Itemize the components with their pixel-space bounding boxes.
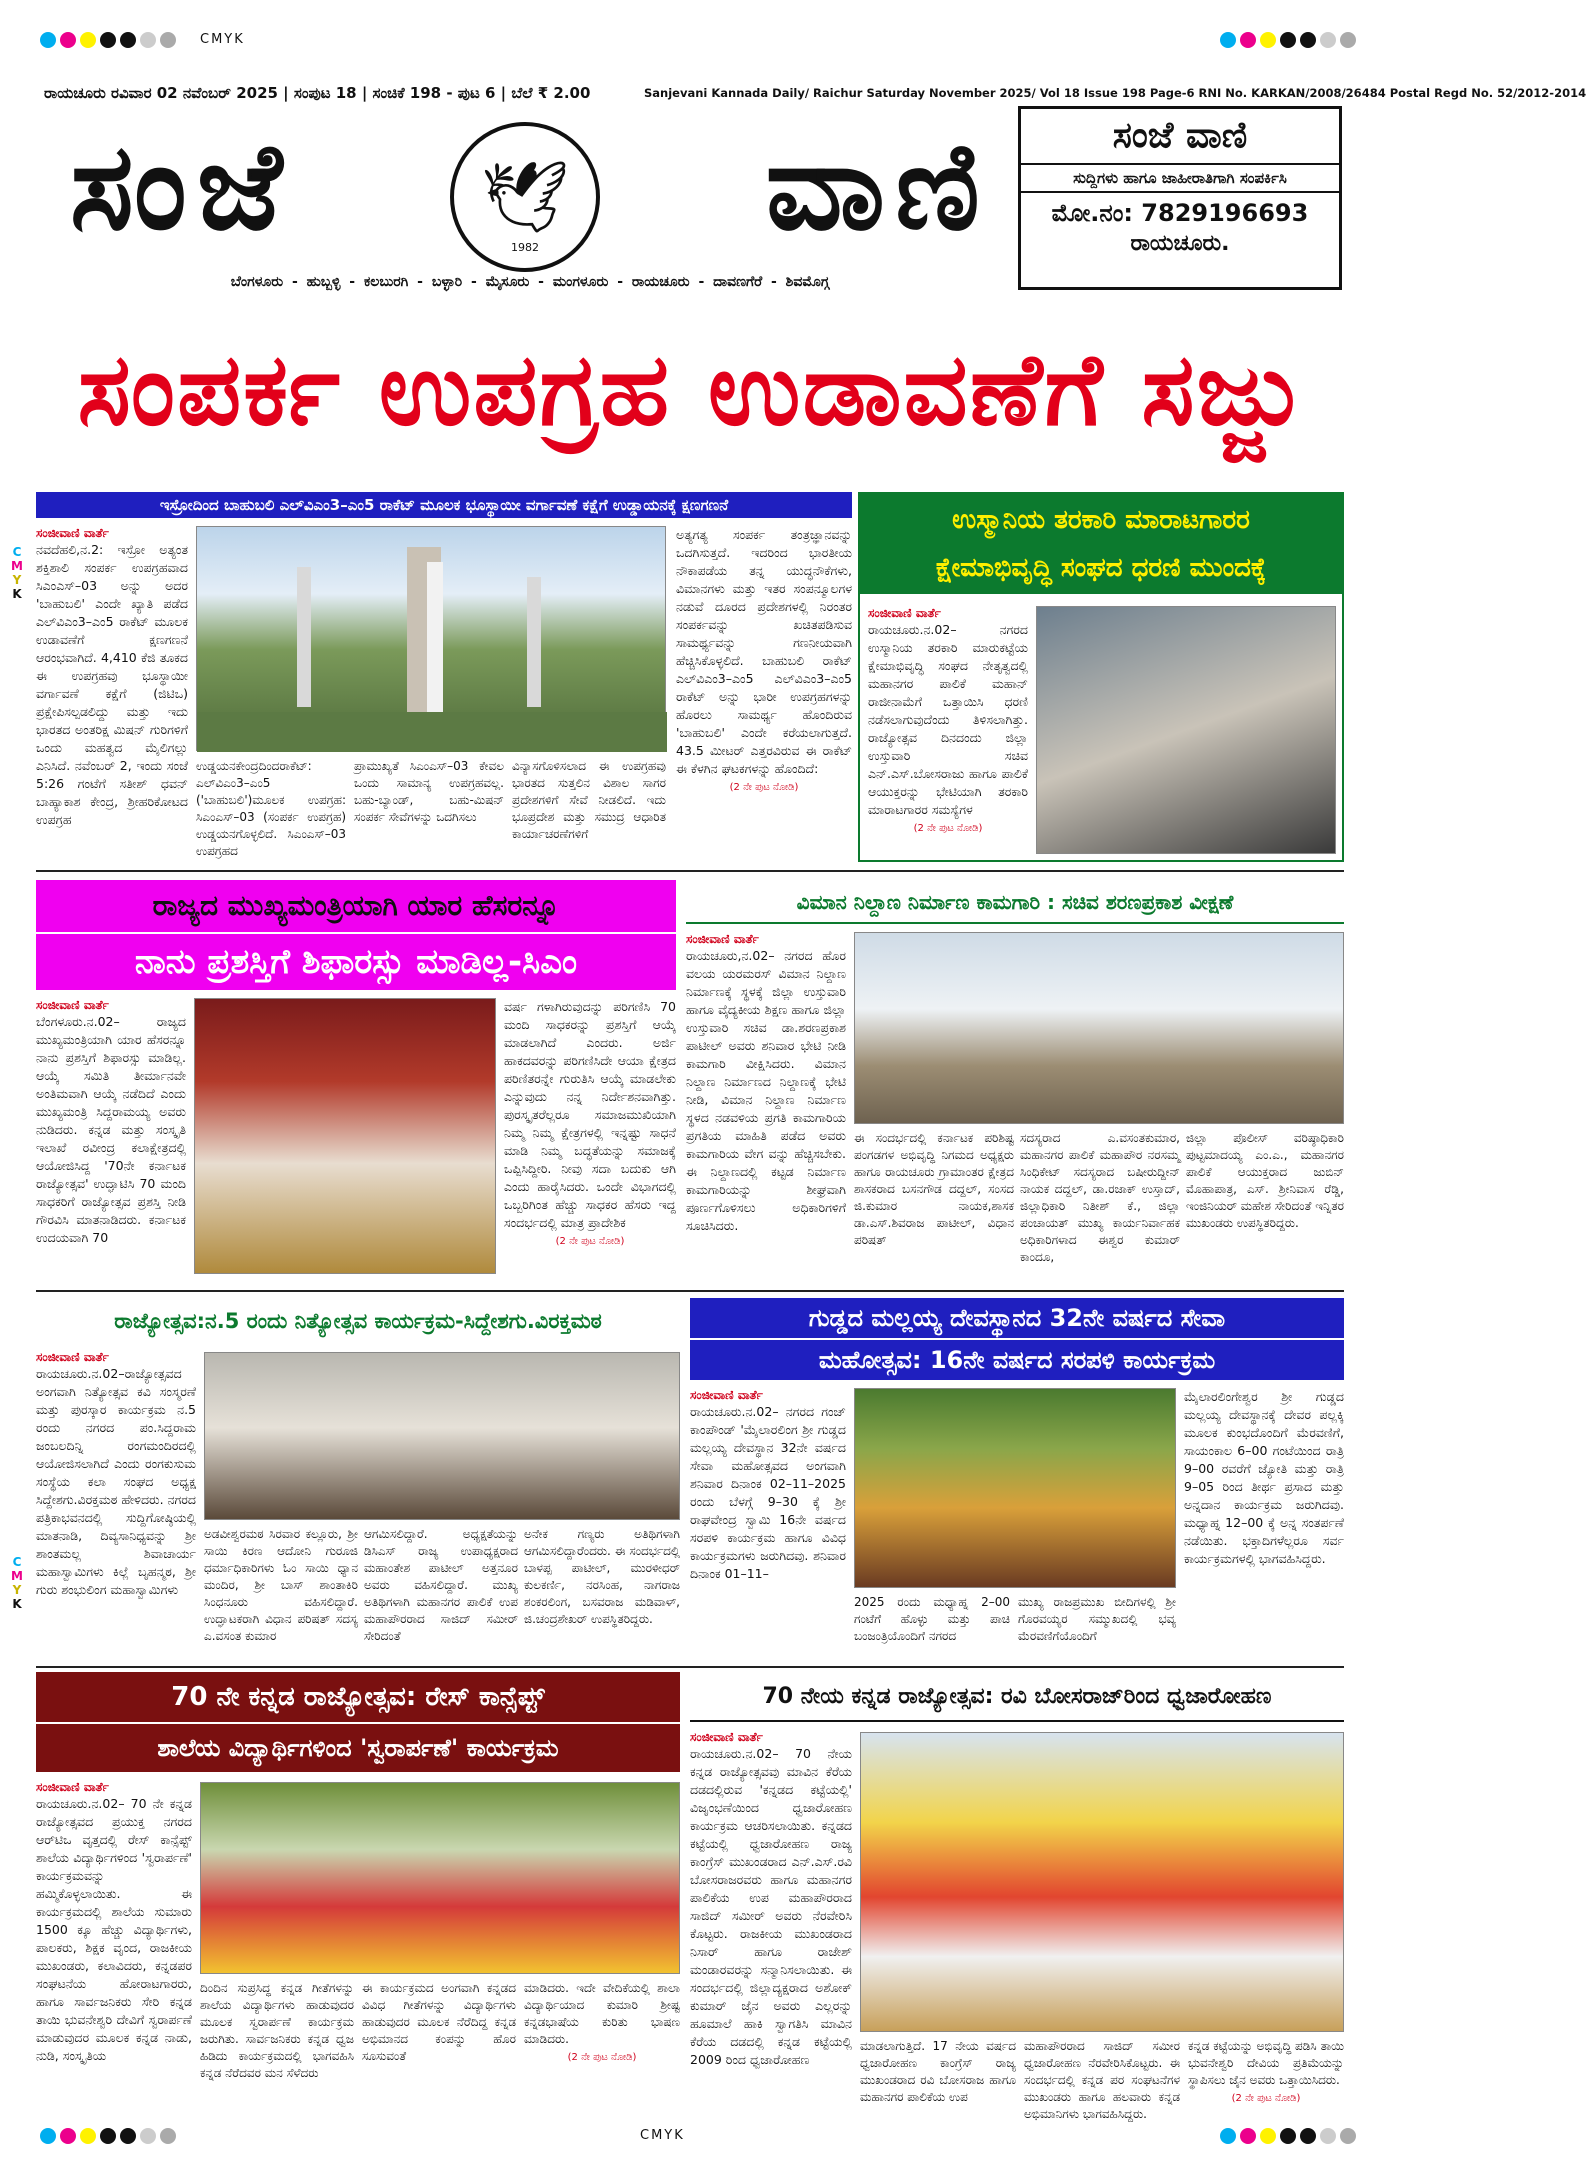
airport-photo	[854, 932, 1344, 1124]
story-flag-col1: ರಾಯಚೂರು.ನ.02– 70 ನೇಯ ಕನ್ನಡ ರಾಜ್ಯೋತ್ಸವವು ಮಾವಿನ ಕೆರೆಯ ದಡದಲ್ಲಿರುವ 'ಕನ್ನಡದ ಕಟ್ಟೆಯಲ್ಲಿ' ವಿಜೃಂಭಣೆಯಿಂದ ಧ್ವಜಾರೋಹಣ ಕಾರ್ಯಕ್ರಮ ಆಚರಿಸಲಾಯಿತು. ಕನ್ನಡದ ಕಟ್ಟೆಯಲ್ಲಿ ಧ್ವಜಾರೋಹಣ ರಾಜ್ಯ ಕಾಂಗ್ರೆಸ್ ಮುಖಂಡರಾದ ಎನ್.ಎಸ್.ರವಿ ಬೋಸರಾಜರವರು ಹಾಗೂ ಮಹಾನಗರ ಪಾಲಿಕೆಯ ಉಪ ಮಹಾಪೌರರಾದ ಸಾಜಿದ್ ಸಮೀರ್ ಅವರು ನೆರವೇರಿಸಿ ಕೊಟ್ಟರು. ರಾಜಕೀಯ ಮುಖಂಡರಾದ ನಿಸಾರ್ ಹಾಗೂ ರಾಜೇಶ್ ಮಂಡಾರವರನ್ನು ಸನ್ಮಾನಿಸಲಾಯಿತು. ಈ ಸಂದರ್ಭದಲ್ಲಿ ಜಿಲ್ಲಾದ್ಯಕ್ಷರಾದ ಅಶೋಕ್ ಕುಮಾರ್ ಜೈನ ಅವರು ಎಲ್ಲರನ್ನು ಹೂಮಾಲೆ ಹಾಕಿ ಸ್ವಾಗತಿಸಿ ಮಾವಿನ ಕೆರೆಯ ದಡದಲ್ಲಿ ಕನ್ನಡ ಕಟ್ಟೆಯಲ್ಲಿ 2009 ರಿಂದ ಧ್ವಜಾರೋಹಣ	[690, 1746, 852, 2067]
temple-caption-1: 2025 ರಂದು ಮಧ್ಯಾಹ್ನ 2–00 ಗಂಟೆಗೆ ಹೊಳ್ಳು ಮತ್ತು ಪಾಚಿ ಬಂಜಂತ್ರಿಯೊಂದಿಗೆ ನಗರದ	[854, 1595, 1010, 1643]
vendors-photo	[1036, 606, 1336, 854]
masthead	[70, 112, 990, 262]
story-temple-col3: ಮೈಲಾರಲಿಂಗೇಶ್ವರ ಶ್ರೀ ಗುಡ್ಡದ ಮಲ್ಲಯ್ಯ ದೇವಸ್ಥಾನಕ್ಕೆ ದೇವರ ಪಲ್ಲಕ್ಕಿ ಮೂಲಕ ಕುಂಭದೊಂದಿಗೆ ಮೆರವಣಿಗೆ, ಸಾಯಂಕಾಲ 6–00 ಗಂಟೆಯಿಂದ ರಾತ್ರಿ 9–00 ರವರೆಗೆ ಜ್ಯೋತಿ ಮತ್ತು ರಾತ್ರಿ 9–05 ರಿಂದ ತೀರ್ಥ ಪ್ರಸಾದ ಮತ್ತು ಅನ್ನದಾನ ಕಾರ್ಯಕ್ರಮ ಜರುಗಿದವು. ಮಧ್ಯಾಹ್ನ 12–00 ಕ್ಕೆ ಅನ್ನ ಸಂತರ್ಪಣೆ ನಡೆಯಿತು. ಭಕ್ತಾದಿಗಳೆಲ್ಲರೂ ಸರ್ವ ಕಾರ್ಯಕ್ರಮಗಳಲ್ಲಿ ಭಾಗವಹಿಸಿದ್ದರು.	[1184, 1389, 1344, 1566]
byline: ಸಂಜೀವಾಣಿ ವಾರ್ತೆ	[690, 1730, 763, 1744]
story-rajyotsava	[36, 1298, 680, 1660]
airport-caption-3: ಜಿಲ್ಲಾ ಪೊಲೀಸ್ ವರಿಷ್ಠಾಧಿಕಾರಿ ಪುಟ್ಟಮಾದಯ್ಯ ಎಂ.ಎ., ಮಹಾನಗರ ಪಾಲಿಕೆ ಆಯುಕ್ತರಾದ ಜುಬಿನ್ ಮೊಹಾಪಾತ್ರ, ಎಸ್. ಶ್ರೀನಿವಾಸ ರೆಡ್ಡಿ, ಇಂಜಿನಿಯರ್ ಮಹೇಶ ಸೇರಿದಂತೆ ಇನ್ನಿತರ ಮುಖಂಡರು ಉಪಸ್ಥಿತರಿದ್ದರು.	[1186, 1131, 1344, 1230]
registration-dots-bottom-left	[40, 2128, 176, 2144]
masthead-right: ವಾಣಿ	[765, 116, 990, 257]
continued-note: (2 ನೇ ಪುಟ ನೋಡಿ)	[555, 1236, 625, 1247]
story-temple	[690, 1298, 1344, 1660]
byline: ಸಂಜೀವಾಣಿ ವಾರ್ತೆ	[686, 932, 759, 946]
temple-headline-line2: ಮಹೋತ್ಸವ: 16ನೇ ವರ್ಷದ ಸರಪಳಿ ಕಾರ್ಯಕ್ರಮ	[690, 1340, 1344, 1380]
story-isro	[36, 492, 852, 862]
contact-ad-box	[1018, 106, 1342, 290]
story-vendors	[858, 492, 1344, 862]
cmyk-label-top: CMYK	[200, 32, 245, 47]
ad-title: ಸಂಜೆ ವಾಣಿ	[1112, 115, 1248, 156]
airport-caption-2: ಸದಸ್ಯರಾದ ಎ.ವಸಂತಕುಮಾರ, ಮಹಾನಗರ ಪಾಲಿಕೆ ಮಹಾಪೌರ ನರಸಮ್ಮ ಸಿಂಧಿಕೇಟ್ ಸದಸ್ಯರಾದ ಬಷೀರುದ್ದೀನ್ ನಾಯಕ ದದ್ದಲ್, ಡಾ.ರಜಾಕ್ ಉಸ್ತಾದ್, ಜಿಲ್ಲಾಧಿಕಾರಿ ನಿತೀಶ್ ಕೆ., ಜಿಲ್ಲಾ ಪಂಚಾಯತ್ ಮುಖ್ಯ ಕಾರ್ಯನಿರ್ವಾಹಕ ಅಧಿಕಾರಿಗಳಾದ ಈಶ್ವರ ಕುಮಾರ್ ಕಾಂದೂ,	[1020, 1131, 1180, 1264]
dateline: ರಾಯಚೂರು ರವಿವಾರ 02 ನವೆಂಬರ್ 2025 | ಸಂಪುಟ 18 | ಸಂಚಿಕೆ 198 - ಪುಟ 6 | ಬೆಲೆ ₹ 2.00	[44, 84, 591, 102]
flag-caption-2: ಮಹಾಪೌರರಾದ ಸಾಜಿದ್ ಸಮೀರ ಧ್ವಜಾರೋಹಣ ನೆರವೇರಿಸಿಕೊಟ್ಟರು. ಈ ಸಂದರ್ಭದಲ್ಲಿ ಕನ್ನಡ ಪರ ಸಂಘಟನೆಗಳ ಮುಖಂಡರು ಹಾಗೂ ಹಲವಾರು ಕನ್ನಡ ಅಭಿಮಾನಿಗಳು ಭಾಗವಹಿಸಿದ್ದರು.	[1024, 2039, 1180, 2121]
byline: ಸಂಜೀವಾಣಿ ವಾರ್ತೆ	[690, 1388, 763, 1402]
byline: ಸಂಜೀವಾಣಿ ವಾರ್ತೆ	[868, 606, 941, 620]
cm-award-photo	[194, 998, 496, 1274]
side-cmyk-mark-top: C M Y K	[11, 545, 23, 601]
main-headline: ಸಂಪರ್ಕ ಉಪಗ್ರಹ ಉಡಾವಣೆಗೆ ಸಜ್ಜು	[77, 331, 1305, 448]
flag-headline: 70 ನೇಯ ಕನ್ನಡ ರಾಜ್ಯೋತ್ಸವ: ರವಿ ಬೋಸರಾಜ್‌ರಿಂದ ಧ್ವಜಾರೋಹಣ	[690, 1672, 1344, 1722]
ad-line: ಸುದ್ದಿಗಳು ಹಾಗೂ ಜಾಹೀರಾತಿಗಾಗಿ ಸಂಪರ್ಕಿಸಿ	[1021, 163, 1339, 193]
temple-photo	[854, 1388, 1176, 1588]
isro-caption-2: ಪ್ರಾಮುಖ್ಯತೆ ಸಿಎಂಎಸ್–03 ಕೇವಲ ಒಂದು ಸಾಮಾನ್ಯ ಉಪಗ್ರಹವಲ್ಲ. ಬಹು-ಬ್ಯಾಂಡ್, ಬಹು-ಮಿಷನ್ ಸಂಪರ್ಕ ಸೇವೆಗಳನ್ನು ಒದಗಿಸಲು	[354, 759, 504, 824]
temple-caption-2: ಮುಖ್ಯ ರಾಜಪ್ರಮುಖ ಬೀದಿಗಳಲ್ಲಿ ಶ್ರೀ ಗೊರವಯ್ಯರ ಸಮ್ಮುಖದಲ್ಲಿ ಭವ್ಯ ಮೆರವಣಿಗೆಯೊಂದಿಗೆ	[1018, 1595, 1176, 1643]
cm-headline-line2: ನಾನು ಪ್ರಶಸ್ತಿಗೆ ಶಿಫಾರಸ್ಸು ಮಾಡಿಲ್ಲ-ಸಿಎಂ	[36, 934, 676, 990]
story-vendors-headline	[860, 494, 1342, 594]
launchpad-photo	[196, 526, 666, 751]
continued-note: (2 ನೇ ಪುಟ ನೋಡಿ)	[729, 782, 799, 793]
registration-dots-top-left	[40, 32, 176, 48]
imprint-line: Sanjevani Kannada Daily/ Raichur Saturday November 2025/ Vol 18 Issue 198 Page-6 RNI No. KARKAN/2008/26484 Postal Regd No. 52/2012-2014	[644, 86, 1586, 100]
school-headline-line2: ಶಾಲೆಯ ವಿದ್ಯಾರ್ಥಿಗಳಿಂದ 'ಸ್ವರಾರ್ಪಣೆ' ಕಾರ್ಯಕ್ರಮ	[36, 1724, 680, 1772]
cmyk-label-bottom: CMYK	[640, 2128, 685, 2143]
byline: ಸಂಜೀವಾಣಿ ವಾರ್ತೆ	[36, 1780, 109, 1794]
rajyotsava-headline: ರಾಜ್ಯೋತ್ಸವ:ನ.5 ರಂದು ನಿತ್ಯೋತ್ಸವ ಕಾರ್ಯಕ್ರಮ-ಸಿದ್ದೇಶಗು.ವಿರಕ್ತಮಠ	[36, 1298, 680, 1344]
edition-cities: ಬೆಂಗಳೂರು - ಹುಬ್ಬಳ್ಳಿ - ಕಲಬುರಗಿ - ಬಳ್ಳಾರಿ - ಮೈಸೂರು - ಮಂಗಳೂರು - ರಾಯಚೂರು - ದಾವಣಗೆರೆ - ಶಿವಮೊಗ್ಗ	[230, 274, 830, 290]
divider	[36, 1666, 1344, 1668]
story-school	[36, 1672, 680, 2112]
logo-year: 1982	[511, 241, 539, 254]
press-meet-photo	[204, 1352, 680, 1520]
story-isro-kicker: ಇಸ್ರೋದಿಂದ ಬಾಹುಬಲಿ ಎಲ್‌ವಿಎಂ3–ಎಂ5 ರಾಕೆಟ್ ಮೂಲಕ ಭೂಸ್ಥಾಯೀ ವರ್ಗಾವಣೆ ಕಕ್ಷೆಗೆ ಉಡ್ಡಾಯನಕ್ಕೆ ಕ್ಷಣಗಣನೆ	[36, 492, 852, 518]
story-isro-col3: ಅತ್ಯಗತ್ಯ ಸಂಪರ್ಕ ತಂತ್ರಜ್ಞಾನವನ್ನು ಒದಗಿಸುತ್ತದೆ. ಇದರಿಂದ ಭಾರತೀಯ ನೌಕಾಪಡೆಯ ತನ್ನ ಯುದ್ಧನೌಕೆಗಳು, ವಿಮಾನಗಳು ಮತ್ತು ಇತರ ಸಂಪನ್ಮೂಲಗಳ ನಡುವೆ ದೂರದ ಪ್ರದೇಶಗಳಲ್ಲಿ ನಿರಂತರ ಸಂಪರ್ಕವನ್ನು ಖಚಿತಪಡಿಸುವ ಸಾಮರ್ಥ್ಯವನ್ನು ಗಣನೀಯವಾಗಿ ಹೆಚ್ಚಿಸಿಕೊಳ್ಳಲಿದೆ. ಬಾಹುಬಲಿ ರಾಕೆಟ್ ಎಲ್‌ವಿಎಂ3–ಎಂ5 ಎಲ್‌ವಿಎಂ3–ಎಂ5 ರಾಕೆಟ್ ಅನ್ನು ಭಾರೀ ಉಪಗ್ರಹಗಳನ್ನು ಹೊರಲು ಸಾಮರ್ಥ್ಯ ಹೊಂದಿರುವ 'ಬಾಹುಬಲಿ' ಎಂದೇ ಕರೆಯಲಾಗುತ್ತದೆ. 43.5 ಮೀಟರ್ ಎತ್ತರವಿರುವ ಈ ರಾಕೆಟ್ ಈ ಕೆಳಗಿನ ಘಟಕಗಳನ್ನು ಹೊಂದಿದೆ:	[676, 527, 852, 776]
ad-phone: ಮೋ.ನಂ: 7829196693	[1051, 199, 1309, 227]
story-cm-col1: ಬೆಂಗಳೂರು.ನ.02– ರಾಜ್ಯದ ಮುಖ್ಯಮಂತ್ರಿಯಾಗಿ ಯಾರ ಹೆಸರನ್ನೂ ನಾನು ಪ್ರಶಸ್ತಿಗೆ ಶಿಫಾರಸ್ಸು ಮಾಡಿಲ್ಲ. ಆಯ್ಕೆ ಸಮಿತಿ ತೀರ್ಮಾನವೇ ಅಂತಿಮವಾಗಿ ಆಯ್ಕೆ ನಡೆದಿದೆ ಎಂದು ಮುಖ್ಯಮಂತ್ರಿ ಸಿದ್ದರಾಮಯ್ಯ ಅವರು ನುಡಿದರು. ಕನ್ನಡ ಮತ್ತು ಸಂಸ್ಕೃತಿ ಇಲಾಖೆ ರವೀಂದ್ರ ಕಲಾಕ್ಷೇತ್ರದಲ್ಲಿ ಆಯೋಜಿಸಿದ್ದ '70ನೇ ಕರ್ನಾಟಕ ರಾಜ್ಯೋತ್ಸವ' ಉದ್ಘಾಟಿಸಿ 70 ಮಂದಿ ಸಾಧಕರಿಗೆ ರಾಜ್ಯೋತ್ಸವ ಪ್ರಶಸ್ತಿ ನೀಡಿ ಗೌರವಿಸಿ ಮಾತನಾಡಿದರು. ಕರ್ನಾಟಕ ಉದಯವಾಗಿ 70	[36, 1014, 186, 1245]
rajyotsava-caption-3: ಅನೇಕ ಗಣ್ಯರು ಅತಿಥಿಗಳಾಗಿ ಆಗಮಿಸಲಿದ್ದಾರೆಂದರು. ಈ ಸಂದರ್ಭದಲ್ಲಿ ಬಾಳಪ್ಪ ಪಾಟೀಲ್, ಮುರಳೀಧರ್ ಕುಲಕರ್ಣಿ, ನರಸಿಂಹ, ನಾಗರಾಜ ಶಂಕರಲಿಂಗ, ಬಸವರಾಜ ಮಡಿವಾಳ್, ಜಿ.ಚಂದ್ರಶೇಖರ್ ಉಪಸ್ಥಿತರಿದ್ದರು.	[524, 1527, 680, 1626]
cm-headline-line1: ರಾಜ್ಯದ ಮುಖ್ಯಮಂತ್ರಿಯಾಗಿ ಯಾರ ಹೆಸರನ್ನೂ	[36, 880, 676, 932]
flag-hoisting-photo	[860, 1732, 1344, 2032]
byline: ಸಂಜೀವಾಣಿ ವಾರ್ತೆ	[36, 1350, 109, 1364]
continued-note: (2 ನೇ ಪುಟ ನೋಡಿ)	[567, 2052, 637, 2063]
rajyotsava-caption-2: ಆಗಮಿಸಲಿದ್ದಾರೆ. ಅಧ್ಯಕ್ಷತೆಯನ್ನು ಡಿಸಿಎಸ್ ರಾಜ್ಯ ಉಪಾಧ್ಯಕ್ಷರಾದ ಮಹಾಂತೇಶ ಪಾಟೀಲ್ ಅತ್ತನೂರ ಅವರು ವಹಿಸಲಿದ್ದಾರೆ. ಮುಖ್ಯ ಅತಿಥಿಗಳಾಗಿ ಮಹಾನಗರ ಪಾಲಿಕೆ ಉಪ ಮಹಾಪೌರರಾದ ಸಾಜಿದ್ ಸಮೀರ್ ಸೇರಿದಂತೆ	[364, 1527, 518, 1643]
divider	[36, 870, 1344, 872]
school-caption-1: ದಿಂದಿನ ಸುಪ್ರಸಿದ್ಧ ಕನ್ನಡ ಗೀತೆಗಳನ್ನು ಶಾಲೆಯ ವಿದ್ಯಾರ್ಥಿಗಳು ಹಾಡುವುದರ ಮೂಲಕ ಸ್ವರಾರ್ಪಣೆ ಕಾರ್ಯಕ್ರಮ ಜರುಗಿತು. ಸಾರ್ವಜನಿಕರು ಕನ್ನಡ ಧ್ವಜ ಹಿಡಿದು ಕಾರ್ಯಕ್ರಮದಲ್ಲಿ ಭಾಗವಹಿಸಿ ಕನ್ನಡ ನೆರೆದವರ ಮನ ಸೆಳೆದರು	[200, 1981, 354, 2080]
flag-caption-3: ಕನ್ನಡ ಕಟ್ಟೆಯನ್ನು ಅಭಿವೃದ್ಧಿ ಪಡಿಸಿ ತಾಯಿ ಭುವನೇಶ್ವರಿ ದೇವಿಯ ಪ್ರತಿಮೆಯನ್ನು ಸ್ಥಾಪಿಸಲು ಜೈನ ಅವರು ಒತ್ತಾಯಿಸಿದರು.	[1188, 2039, 1344, 2087]
divider	[36, 1290, 1344, 1292]
school-caption-2: ಈ ಕಾರ್ಯಕ್ರಮದ ಅಂಗವಾಗಿ ಕನ್ನಡದ ವಿವಿಧ ಗೀತೆಗಳನ್ನು ವಿದ್ಯಾರ್ಥಿಗಳು ಹಾಡುವುದರ ಮೂಲಕ ನೆರೆದಿದ್ದ ಕನ್ನಡ ಅಭಿಮಾನದ ಕಂಪನ್ನು ಹೊರ ಸೂಸುವಂತೆ	[362, 1981, 516, 2063]
vendors-headline-line1: ಉಸ್ಮಾನಿಯ ತರಕಾರಿ ಮಾರಾಟಗಾರರ	[952, 505, 1250, 535]
rajyotsava-caption-1: ಅಡವೀಶ್ವರಮಠ ಸಿರವಾರ ಕಲ್ಲೂರು, ಶ್ರೀ ಸಾಯಿ ಕಿರಣ ಆದೋನಿ ಗುರೂಜಿ ಧರ್ಮಾಧಿಕಾರಿಗಳು ಓಂ ಸಾಯಿ ಧ್ಯಾನ ಮಂದಿರ, ಶ್ರೀ ಬಾಸ್ ಶಾಂತಾಕಿರಿ ಸಿಂಧನೂರು ವಹಿಸಲಿದ್ದಾರೆ. ಉದ್ಘಾಟಕರಾಗಿ ವಿಧಾನ ಪರಿಷತ್ ಸದಸ್ಯ ಎ.ವಸಂತ ಕುಮಾರ	[204, 1527, 358, 1643]
byline: ಸಂಜೀವಾಣಿ ವಾರ್ತೆ	[36, 526, 109, 540]
dove-logo-icon: 🕊 1982	[450, 122, 600, 272]
registration-dots-bottom-right	[1220, 2128, 1356, 2144]
story-airport	[686, 880, 1344, 1284]
side-cmyk-mark-bottom: C M Y K	[11, 1555, 23, 1611]
story-isro-col1: ನವದೆಹಲಿ,ನ.2: ಇಸ್ರೋ ಅತ್ಯಂತ ಶಕ್ತಿಶಾಲಿ ಸಂಪರ್ಕ ಉಪಗ್ರಹವಾದ ಸಿಎಂಎಸ್–03 ಅನ್ನು ಅದರ 'ಬಾಹುಬಲಿ' ಎಂದೇ ಖ್ಯಾತಿ ಪಡೆದ ಎಲ್‌ವಿಎಂ3–ಎಂ5 ರಾಕೆಟ್ ಮೂಲಕ ಉಡಾವಣೆಗೆ ಕ್ಷಣಗಣನೆ ಆರಂಭವಾಗಿದೆ. 4,410 ಕೆಜಿ ತೂಕದ ಈ ಉಪಗ್ರಹವು ಭೂಸ್ಥಾಯೀ ವರ್ಗಾವಣೆ ಕಕ್ಷೆಗೆ (ಜಿಟಿಒ) ಪ್ರಕ್ಷೇಪಿಸಲ್ಪಡಲಿದ್ದು ಮತ್ತು ಇದು ಭಾರತದ ಅಂತರಿಕ್ಷ ಮಿಷನ್ ಗುರಿಗಳಿಗೆ ಒಂದು ಮಹತ್ವದ ಮೈಲಿಗಲ್ಲು ಎನಿಸಿದೆ. ನವೆಂಬರ್ 2, ಇಂದು ಸಂಜೆ 5:26 ಗಂಟೆಗೆ ಸತೀಶ್ ಧವನ್ ಬಾಹ್ಯಾಕಾಶ ಕೇಂದ್ರ, ಶ್ರೀಹರಿಕೋಟದ ಉಪಗ್ರಹ	[36, 542, 188, 827]
temple-headline-line1: ಗುಡ್ಡದ ಮಲ್ಲಯ್ಯ ದೇವಸ್ಥಾನದ 32ನೇ ವರ್ಷದ ಸೇವಾ	[690, 1298, 1344, 1338]
ad-city: ರಾಯಚೂರು.	[1130, 231, 1230, 256]
isro-caption-3: ವಿನ್ಯಾಸಗೊಳಿಸಲಾದ ಈ ಉಪಗ್ರಹವು ಭಾರತದ ಸುತ್ತಲಿನ ವಿಶಾಲ ಸಾಗರ ಪ್ರದೇಶಗಳಿಗೆ ಸೇವೆ ನೀಡಲಿದೆ. ಇದು ಭೂಪ್ರದೇಶ ಮತ್ತು ಸಮುದ್ರ ಆಧಾರಿತ ಕಾರ್ಯಾಚರಣೆಗಳಿಗೆ	[512, 759, 666, 841]
story-school-col1: ರಾಯಚೂರು.ನ.02– 70 ನೇ ಕನ್ನಡ ರಾಜ್ಯೋತ್ಸವದ ಪ್ರಯುಕ್ತ ನಗರದ ಆರ್‌ಟಿಒ ವೃತ್ತದಲ್ಲಿ ರೇಸ್ ಕಾನ್ಸೆಪ್ಟ್ ಶಾಲೆಯ ವಿದ್ಯಾರ್ಥಿಗಳಿಂದ 'ಸ್ವರಾರ್ಪಣೆ' ಕಾರ್ಯಕ್ರಮವನ್ನು ಹಮ್ಮಿಕೊಳ್ಳಲಾಯಿತು. ಈ ಕಾರ್ಯಕ್ರಮದಲ್ಲಿ ಶಾಲೆಯ ಸುಮಾರು 1500 ಕ್ಕೂ ಹೆಚ್ಚು ವಿದ್ಯಾರ್ಥಿಗಳು, ಪಾಲಕರು, ಶಿಕ್ಷಕ ವೃಂದ, ರಾಜಕೀಯ ಮುಖಂಡರು, ಕಲಾವಿದರು, ಕನ್ನಡಪರ ಸಂಘಟನೆಯ ಹೋರಾಟಗಾರರು, ಹಾಗೂ ಸಾರ್ವಜನಿಕರು ಸೇರಿ ಕನ್ನಡ ತಾಯಿ ಭುವನೇಶ್ವರಿ ದೇವಿಗೆ ಸ್ವರಾರ್ಪಣೆ ಮಾಡುವುದರ ಮೂಲಕ ಕನ್ನಡ ನಾಡು, ನುಡಿ, ಸಂಸ್ಕೃತಿಯ	[36, 1796, 192, 2063]
school-event-photo	[200, 1782, 680, 1974]
story-rajyotsava-col1: ರಾಯಚೂರು.ನ.02–ರಾಜ್ಯೋತ್ಸವದ ಅಂಗವಾಗಿ ನಿತ್ಯೋತ್ಸವ ಕವಿ ಸಂಸ್ಮರಣೆ ಮತ್ತು ಪುರಸ್ಕಾರ ಕಾರ್ಯಕ್ರಮ ನ.5 ರಂದು ನಗರದ ಪಂ.ಸಿದ್ದರಾಮ ಜಂಬಲದಿನ್ನಿ ರಂಗಮಂದಿರದಲ್ಲಿ ಆಯೋಜಿಸಲಾಗಿದೆ ಎಂದು ರಂಗಕುಸುಮ ಸಂಸ್ಥೆಯ ಕಲಾ ಸಂಘದ ಅಧ್ಯಕ್ಷ ಸಿದ್ದೇಶಗು.ವಿರಕ್ತಮಠ ಹೇಳಿದರು. ನಗರದ ಪತ್ರಿಕಾಭವನದಲ್ಲಿ ಸುದ್ದಿಗೋಷ್ಠಿಯಲ್ಲಿ ಮಾತನಾಡಿ, ದಿವ್ಯಸಾನಿಧ್ಯವನ್ನು ಶ್ರೀ ಶಾಂತಮಲ್ಲ ಶಿವಾಚಾರ್ಯ ಮಹಾಸ್ವಾಮಿಗಳು ಕಿಲ್ಲೆ ಬೃಹನ್ಮಠ, ಶ್ರೀ ಗುರು ಶಂಭುಲಿಂಗ ಮಹಾಸ್ವಾಮಿಗಳು	[36, 1366, 196, 1597]
school-caption-3: ಮಾಡಿದರು. ಇದೇ ವೇದಿಕೆಯಲ್ಲಿ ಶಾಲಾ ವಿದ್ಯಾರ್ಥಿಯಾದ ಕುಮಾರಿ ಶ್ರೀಷ್ಟ ಕನ್ನಡಭಾಷೆಯ ಕುರಿತು ಭಾಷಣ ಮಾಡಿದರು.	[524, 1981, 680, 2046]
flag-caption-1: ಮಾಡಲಾಗುತ್ತಿದೆ. 17 ನೇಯ ವರ್ಷದ ಧ್ವಜಾರೋಹಣ ಕಾಂಗ್ರೆಸ್ ರಾಜ್ಯ ಮುಖಂಡರಾದ ರವಿ ಬೋಸರಾಜ ಹಾಗೂ ಮಹಾನಗರ ಪಾಲಿಕೆಯ ಉಪ	[860, 2039, 1016, 2104]
byline: ಸಂಜೀವಾಣಿ ವಾರ್ತೆ	[36, 998, 109, 1012]
story-cm-col2: ವರ್ಷ ಗಳಾಗಿರುವುದನ್ನು ಪರಿಗಣಿಸಿ 70 ಮಂದಿ ಸಾಧಕರನ್ನು ಪ್ರಶಸ್ತಿಗೆ ಆಯ್ಕೆ ಮಾಡಲಾಗಿದೆ ಎಂದರು. ಅರ್ಜಿ ಹಾಕದವರನ್ನು ಪರಿಗಣಿಸಿದೇ ಆಯಾ ಕ್ಷೇತ್ರದ ಪರಿಣಿತರನ್ನೇ ಗುರುತಿಸಿ ಆಯ್ಕೆ ಮಾಡಲೇಕು ಎನ್ನುವುದು ನನ್ನ ನಿರ್ದೇಶನವಾಗಿತ್ತು. ಪುರಸ್ಕೃತರೆಲ್ಲರೂ ಸಮಾಜಮುಖಿಯಾಗಿ ನಿಮ್ಮ ನಿಮ್ಮ ಕ್ಷೇತ್ರಗಳಲ್ಲಿ ಇನ್ನಷ್ಟು ಸಾಧನೆ ಮಾಡಿ ನಿಮ್ಮ ಬದ್ಧತೆಯನ್ನು ಸಮಾಜಕ್ಕೆ ಒಪ್ಪಿಸಿದ್ದೀರಿ. ನೀವು ಸದಾ ಬದುಕು ಆಗಿ ಎಂದು ಹಾರೈಸಿದರು. ಒಂದೇ ವಿಭಾಗದಲ್ಲಿ ಒಬ್ಬರಿಗಿಂತ ಹೆಚ್ಚು ಸಾಧಕರ ಹೆಸರು ಇದ್ದ ಸಂದರ್ಭದಲ್ಲಿ ಮಾತ್ರ ಪ್ರಾದೇಶಿಕ	[504, 999, 676, 1230]
story-cm	[36, 880, 676, 1284]
registration-dots-top-right	[1220, 32, 1356, 48]
story-flag-hoisting	[690, 1672, 1344, 2121]
continued-note: (2 ನೇ ಪುಟ ನೋಡಿ)	[1231, 2093, 1301, 2104]
airport-caption-1: ಈ ಸಂದರ್ಭದಲ್ಲಿ ಕರ್ನಾಟಕ ಪರಿಶಿಷ್ಟ ಪಂಗಡಗಳ ಅಭಿವೃದ್ಧಿ ನಿಗಮದ ಅಧ್ಯಕ್ಷರು ಹಾಗೂ ರಾಯಚೂರು ಗ್ರಾಮಾಂತರ ಕ್ಷೇತ್ರದ ಶಾಸಕರಾದ ಬಸನಗೌಡ ದದ್ದಲ್, ಸಂಸದ ಜಿ.ಕುಮಾರ ನಾಯಕ,ಶಾಸಕ ಡಾ.ಎಸ್.ಶಿವರಾಜ ಪಾಟೀಲ್, ವಿಧಾನ ಪರಿಷತ್	[854, 1131, 1014, 1247]
vendors-headline-line2: ಕ್ಷೇಮಾಭಿವೃದ್ಧಿ ಸಂಘದ ಧರಣಿ ಮುಂದಕ್ಕೆ	[935, 553, 1267, 583]
school-headline-line1: 70 ನೇ ಕನ್ನಡ ರಾಜ್ಯೋತ್ಸವ: ರೇಸ್ ಕಾನ್ಸೆಪ್ಟ್	[36, 1672, 680, 1722]
continued-note: (2 ನೇ ಪುಟ ನೋಡಿ)	[913, 823, 983, 834]
story-temple-col1: ರಾಯಚೂರು.ನ.02– ನಗರದ ಗಂಜ್ ಕಾಂಪೌಂಡ್ 'ಮೈಲಾರಲಿಂಗ ಶ್ರೀ ಗುಡ್ಡದ ಮಲ್ಲಯ್ಯ ದೇವಸ್ಥಾನ 32ನೇ ವರ್ಷದ ಸೇವಾ ಮಹೋತ್ಸವದ ಅಂಗವಾಗಿ ಶನಿವಾರ ದಿನಾಂಕ 02–11–2025 ರಂದು ಬೆಳಗ್ಗೆ 9–30 ಕ್ಕೆ ಶ್ರೀ ರಾಘವೇಂದ್ರ ಸ್ವಾಮಿ 16ನೇ ವರ್ಷದ ಸರಪಳಿ ಕಾರ್ಯಕ್ರಮ ಹಾಗೂ ವಿವಿಧ ಕಾರ್ಯಕ್ರಮಗಳು ಜರುಗಿದವು. ಶನಿವಾರ ದಿನಾಂಕ 01–11–	[690, 1404, 846, 1581]
story-airport-col1: ರಾಯಚೂರು,ನ.02– ನಗರದ ಹೊರ ವಲಯ ಯರಮರಸ್ ವಿಮಾನ ನಿಲ್ದಾಣ ನಿರ್ಮಾಣಕ್ಕೆ ಸ್ಥಳಕ್ಕೆ ಜಿಲ್ಲಾ ಉಸ್ತುವಾರಿ ಹಾಗೂ ವೈದ್ಯಕೀಯ ಶಿಕ್ಷಣ ಹಾಗೂ ಜಿಲ್ಲಾ ಉಸ್ತುವಾರಿ ಸಚಿವ ಡಾ.ಶರಣಪ್ರಕಾಶ ಪಾಟೀಲ್ ಅವರು ಶನಿವಾರ ಭೇಟಿ ನೀಡಿ ಕಾಮಗಾರಿ ವೀಕ್ಷಿಸಿದರು. ವಿಮಾನ ನಿಲ್ದಾಣ ನಿರ್ಮಾಣದ ನಿಲ್ದಾಣಕ್ಕೆ ಭೇಟಿ ನೀಡಿ, ವಿಮಾನ ನಿಲ್ದಾಣ ನಿರ್ಮಾಣ ಸ್ಥಳದ ನಡವಳಿಯ ಪ್ರಗತಿ ಕಾಮಗಾರಿಯ ಪ್ರಗತಿಯ ಮಾಹಿತಿ ಪಡೆದ ಅವರು ಕಾಮಗಾರಿಯ ವೇಗ ವನ್ನು ಹೆಚ್ಚಿಸಬೇಕು. ಈ ನಿಲ್ದಾಣದಲ್ಲಿ ಕಟ್ಟಡ ನಿರ್ಮಾಣ ಕಾಮಗಾರಿಯನ್ನು ಶೀಘ್ರವಾಗಿ ಪೂರ್ಣಗೊಳಿಸಲು ಅಧಿಕಾರಿಗಳಿಗೆ ಸೂಚಿಸಿದರು.	[686, 948, 846, 1233]
isro-caption-1: ಉಡ್ಡಯನಕೇಂದ್ರದಿಂದರಾಕೆಟ್: ಎಲ್‌ವಿಎಂ3–ಎಂ5 ('ಬಾಹುಬಲಿ')ಮೂಲಕ ಉಪಗ್ರಹ: ಸಿಎಂಎಸ್–03 (ಸಂಪರ್ಕ ಉಪಗ್ರಹ) ಉಡ್ಡಯನಗೊಳ್ಳಲಿದೆ. ಸಿಎಂಎಸ್–03 ಉಪಗ್ರಹದ	[196, 759, 346, 858]
airport-headline: ವಿಮಾನ ನಿಲ್ದಾಣ ನಿರ್ಮಾಣ ಕಾಮಗಾರಿ : ಸಚಿವ ಶರಣಪ್ರಕಾಶ ವೀಕ್ಷಣೆ	[686, 880, 1344, 924]
masthead-left: ಸಂಜೆ	[70, 116, 293, 257]
story-vendors-body: ರಾಯಚೂರು.ನ.02– ನಗರದ ಉಸ್ಮಾನಿಯ ತರಕಾರಿ ಮಾರುಕಟ್ಟೆಯ ಕ್ಷೇಮಾಭಿವೃದ್ಧಿ ಸಂಘದ ನೇತೃತ್ವದಲ್ಲಿ ಮಹಾನಗರ ಪಾಲಿಕೆ ಮಹಾನ್ ರಾಜೀನಾಮೆಗೆ ಒತ್ತಾಯಿಸಿ ಧರಣಿ ನಡೆಸಲಾಗುವುದೆಂದು ತಿಳಿಸಲಾಗಿತ್ತು. ರಾಜ್ಯೋತ್ಸವ ದಿನದಂದು ಜಿಲ್ಲಾ ಉಸ್ತುವಾರಿ ಸಚಿವ ಎನ್.ಎಸ್.ಬೋಸರಾಜು ಹಾಗೂ ಪಾಲಿಕೆ ಆಯುಕ್ತರನ್ನು ಭೇಟಿಯಾಗಿ ತರಕಾರಿ ಮಾರಾಟಗಾರರ ಸಮಸ್ಯೆಗಳ	[868, 622, 1028, 817]
